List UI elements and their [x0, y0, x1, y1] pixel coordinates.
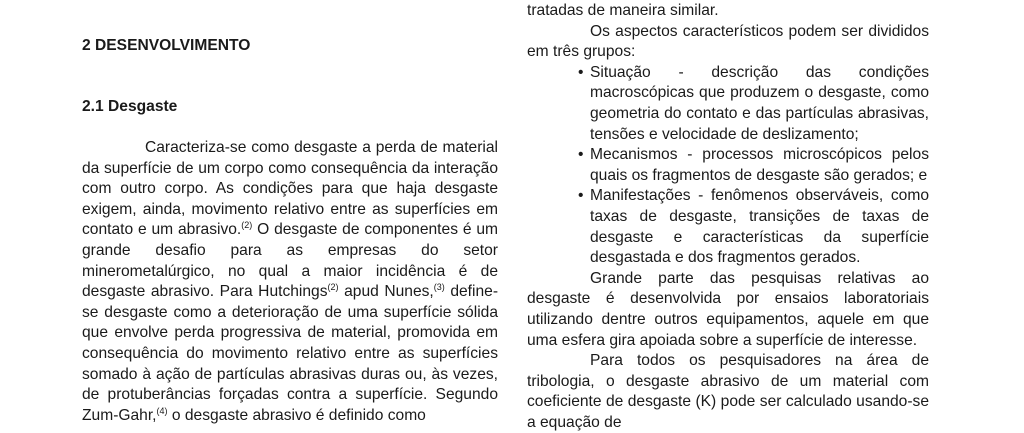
- aspects-list: [527, 63, 929, 269]
- paragraph-continuation: tratadas de maneira similar.: [527, 2, 719, 19]
- bullet-icon: •: [578, 146, 584, 164]
- text-segment: apud Nunes,: [338, 283, 434, 301]
- left-column: [82, 138, 498, 426]
- reference-marker: (2): [327, 281, 339, 292]
- list-item: [527, 186, 929, 268]
- reference-marker: (4): [156, 405, 168, 416]
- paragraph-desgaste: [82, 138, 498, 426]
- reference-marker: (3): [433, 281, 445, 292]
- text-segment: O desgaste de componentes é um grande desafio para as empresas do setor minerometalúrgico, no qual a maior incidência é de desgaste abrasivo. Para Hutchings: [82, 221, 498, 301]
- list-item: [527, 63, 929, 145]
- list-item: [527, 145, 929, 186]
- right-column: [527, 1, 929, 433]
- subsection-heading: 2.1 Desgaste: [82, 98, 178, 115]
- list-item-text: Mecanismos - processos microscópicos pelos quais os fragmentos de desgaste são gerados; e: [590, 146, 929, 184]
- list-item-text: Manifestações - fenômenos observáveis, como taxas de desgaste, transições de taxas de desgaste e características da superfície desgastada e dos fragmentos gerados.: [590, 187, 929, 267]
- bullet-icon: •: [578, 187, 584, 205]
- text-segment: o desgaste abrasivo é definido como: [167, 406, 426, 424]
- bullet-icon: •: [578, 63, 584, 81]
- text-segment: Caracteriza-se como desgaste a perda de material da superfície de um corpo como consequência da interação com outro corpo. As condições para que haja desgaste exigem, ainda, movimento relativo entre as superfícies em contato e um abrasivo.: [82, 139, 498, 239]
- reference-marker: (2): [241, 220, 253, 231]
- list-item-text: Situação - descrição das condições macroscópicas que produzem o desgaste, como geometria do contato e das partículas abrasivas, tensões e velocidade de deslizamento;: [590, 63, 929, 143]
- paragraph-aspectos: Os aspectos característicos podem ser divididos em três grupos:: [527, 22, 929, 61]
- paragraph-tribologia: Para todos os pesquisadores na área de tribologia, o desgaste abrasivo de um material com coeficiente de desgaste (K) pode ser calculado usando-se a equação de: [527, 352, 929, 431]
- text-segment: define-se desgaste como a deterioração de uma superfície sólida que envolve perda progressiva de material, promovida em consequência do movimento relativo entre as superfícies somado à ação de partículas abrasivas duras ou, às vezes, de protuberâncias forçadas contra a superfície. Segundo Zum-Gahr,: [82, 283, 499, 424]
- section-heading: 2 DESENVOLVIMENTO: [82, 37, 251, 54]
- paragraph-pesquisas: Grande parte das pesquisas relativas ao desgaste é desenvolvida por ensaios laboratoriais utilizando dentre outros equipamentos, aquele em que uma esfera gira apoiada sobre a superfície de interesse.: [527, 269, 929, 349]
